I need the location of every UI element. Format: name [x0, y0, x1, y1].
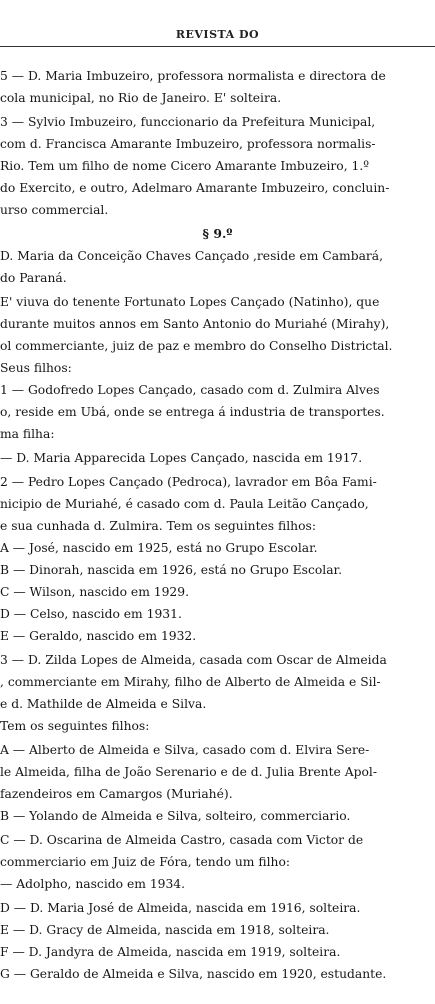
text-line: 3 — D. Zilda Lopes de Almeida, casada com Oscar de Almeida [0, 652, 387, 667]
text-line: durante muitos annos em Santo Antonio do Muriahé (Mirahy), [0, 316, 390, 331]
text-line: E — D. Gracy de Almeida, nascida em 1918, solteira. [0, 922, 330, 937]
text-line: 2 — Pedro Lopes Cançado (Pedroca), lavrador em Bôa Fami- [0, 474, 377, 489]
text-line: Tem os seguintes filhos: [0, 718, 150, 733]
text-line: , commerciante em Mirahy, filho de Alberto de Almeida e Sil- [0, 674, 381, 689]
text-line: urso commercial. [0, 202, 109, 217]
text-line: F — D. Jandyra de Almeida, nascida em 1919, solteira. [0, 944, 341, 959]
text-line: C — Wilson, nascido em 1929. [0, 584, 190, 599]
text-line: do Exercito, e outro, Adelmaro Amarante Imbuzeiro, concluin- [0, 180, 390, 195]
text-line: commerciario em Juiz de Fóra, tendo um filho: [0, 854, 291, 869]
text-line: E' viuva do tenente Fortunato Lopes Cançado (Natinho), que [0, 294, 380, 309]
text-line: com d. Francisca Amarante Imbuzeiro, professora normalis- [0, 136, 376, 151]
text-line: A — Alberto de Almeida e Silva, casado com d. Elvira Sere- [0, 742, 370, 757]
text-line: ma filha: [0, 426, 55, 441]
text-line: le Almeida, filha de João Serenario e de d. Julia Brente Apol- [0, 764, 378, 779]
text-line: o, reside em Ubá, onde se entrega á industria de transportes. [0, 404, 385, 419]
text-line: A — José, nascido em 1925, está no Grupo Escolar. [0, 540, 318, 555]
section-heading: § 9.º [202, 226, 233, 241]
text-line: B — Dinorah, nascida em 1926, está no Grupo Escolar. [0, 562, 342, 577]
text-line: C — D. Oscarina de Almeida Castro, casada com Victor de [0, 832, 364, 847]
text-line: 5 — D. Maria Imbuzeiro, professora normalista e directora de [0, 68, 386, 83]
running-header: REVISTA DO [175, 28, 260, 41]
text-line: — D. Maria Apparecida Lopes Cançado, nascida em 1917. [0, 450, 363, 465]
text-line: 1 — Godofredo Lopes Cançado, casado com d. Zulmira Alves [0, 382, 380, 397]
text-line: 3 — Sylvio Imbuzeiro, funccionario da Prefeitura Municipal, [0, 114, 376, 129]
text-line: e d. Mathilde de Almeida e Silva. [0, 696, 207, 711]
text-line: B — Yolando de Almeida e Silva, solteiro, commerciario. [0, 808, 351, 823]
text-line: Rio. Tem um filho de nome Cicero Amarante Imbuzeiro, 1.º [0, 158, 370, 173]
text-line: do Paraná. [0, 270, 67, 285]
text-line: — Adolpho, nascido em 1934. [0, 876, 186, 891]
text-line: D. Maria da Conceição Chaves Cançado ,reside em Cambará, [0, 248, 384, 263]
text-line: D — D. Maria José de Almeida, nascida em 1916, solteira. [0, 900, 361, 915]
text-line: D — Celso, nascido em 1931. [0, 606, 182, 621]
text-line: Seus filhos: [0, 360, 72, 375]
header-rule [0, 46, 435, 47]
text-line: ol commerciante, juiz de paz e membro do Conselho Districtal. [0, 338, 393, 353]
text-line: G — Geraldo de Almeida e Silva, nascido em 1920, estudante. [0, 966, 387, 981]
text-line: E — Geraldo, nascido em 1932. [0, 628, 197, 643]
text-line: e sua cunhada d. Zulmira. Tem os seguintes filhos: [0, 518, 316, 533]
text-line: fazendeiros em Camargos (Muriahé). [0, 786, 233, 801]
text-line: nicipio de Muriahé, é casado com d. Paula Leitão Cançado, [0, 496, 369, 511]
text-line: cola municipal, no Rio de Janeiro. E' solteira. [0, 90, 282, 105]
